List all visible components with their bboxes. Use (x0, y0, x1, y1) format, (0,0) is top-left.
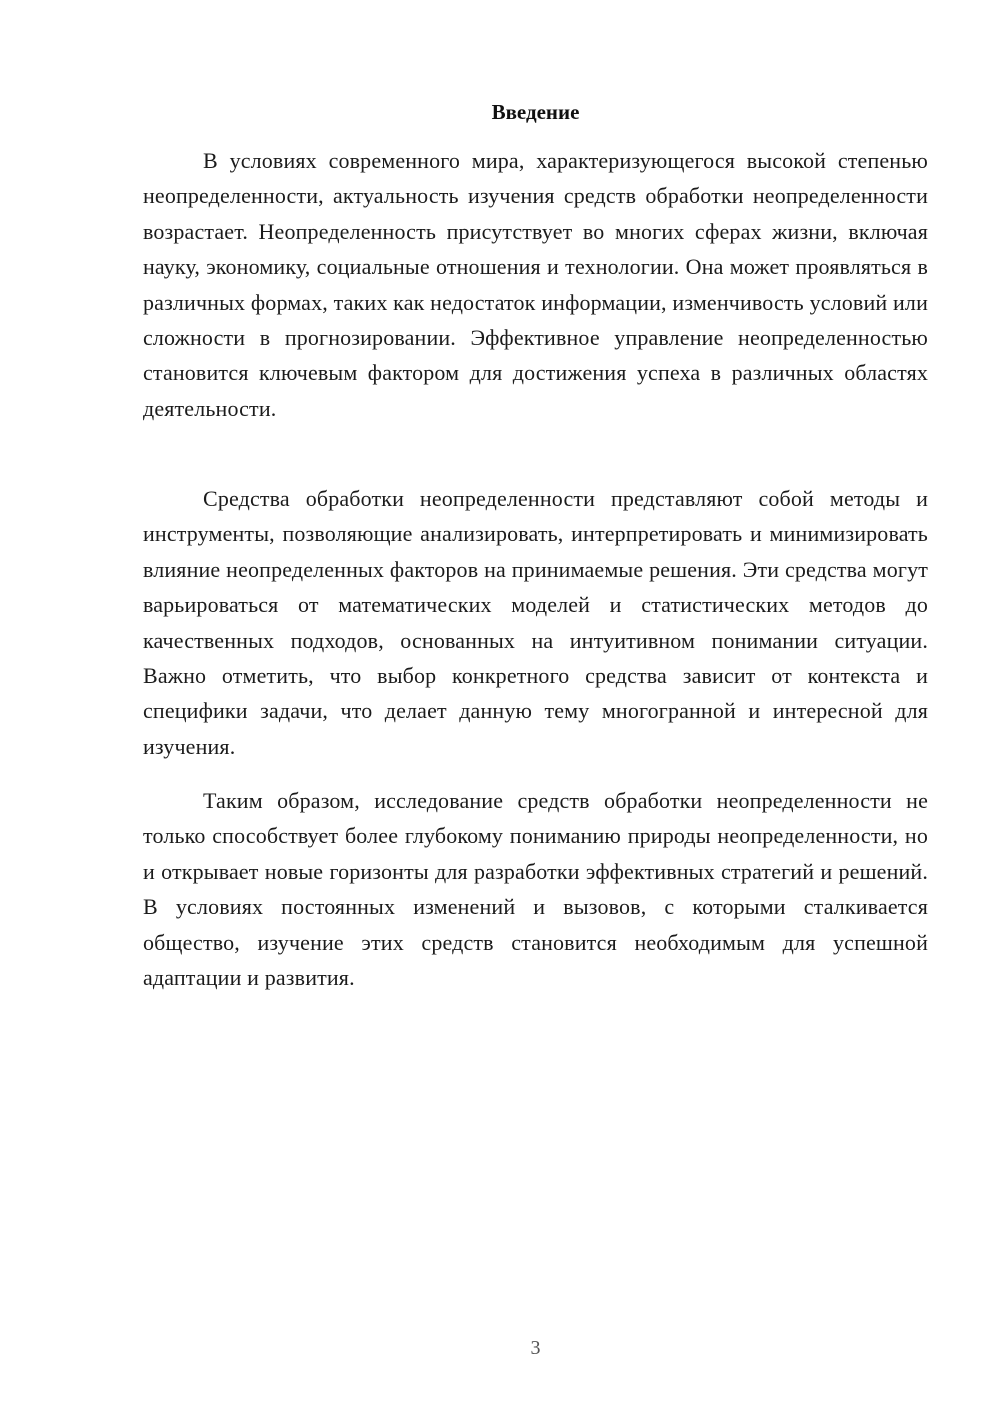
page-number: 3 (530, 1337, 541, 1359)
page-title: Введение (491, 100, 580, 124)
paragraph-tools: Средства обработки неопределенности представляют собой методы и инструменты, позволяющие анализировать, интерпретировать и минимизировать влияние неопределенных факторов на принимаемые решения. Эти средства могут варьироваться от математических моделей и статистических методов до качественных подходов, основанных на интуитивном понимании ситуации. Важно отметить, что выбор конкретного средства зависит от контекста и специфики задачи, что делает данную тему многогранной и интересной для изучения. (143, 486, 928, 759)
paragraph-conclusion: Таким образом, исследование средств обработки неопределенности не только способствует более глубокому пониманию природы неопределенности, но и открывает новые горизонты для разработки эффективных стратегий и решений. В условиях постоянных изменений и вызовов, с которыми сталкивается общество, изучение этих средств становится необходимым для успешной адаптации и развития. (143, 788, 928, 991)
paragraph-intro: В условиях современного мира, характеризующегося высокой степенью неопределенности, актуальность изучения средств обработки неопределенности возрастает. Неопределенность присутствует во многих сферах жизни, включая науку, экономику, социальные отношения и технологии. Она может проявляться в различных формах, таких как недостаток информации, изменчивость условий или сложности в прогнозировании. Эффективное управление неопределенностью становится ключевым фактором для достижения успеха в различных областях деятельности. (143, 148, 928, 421)
